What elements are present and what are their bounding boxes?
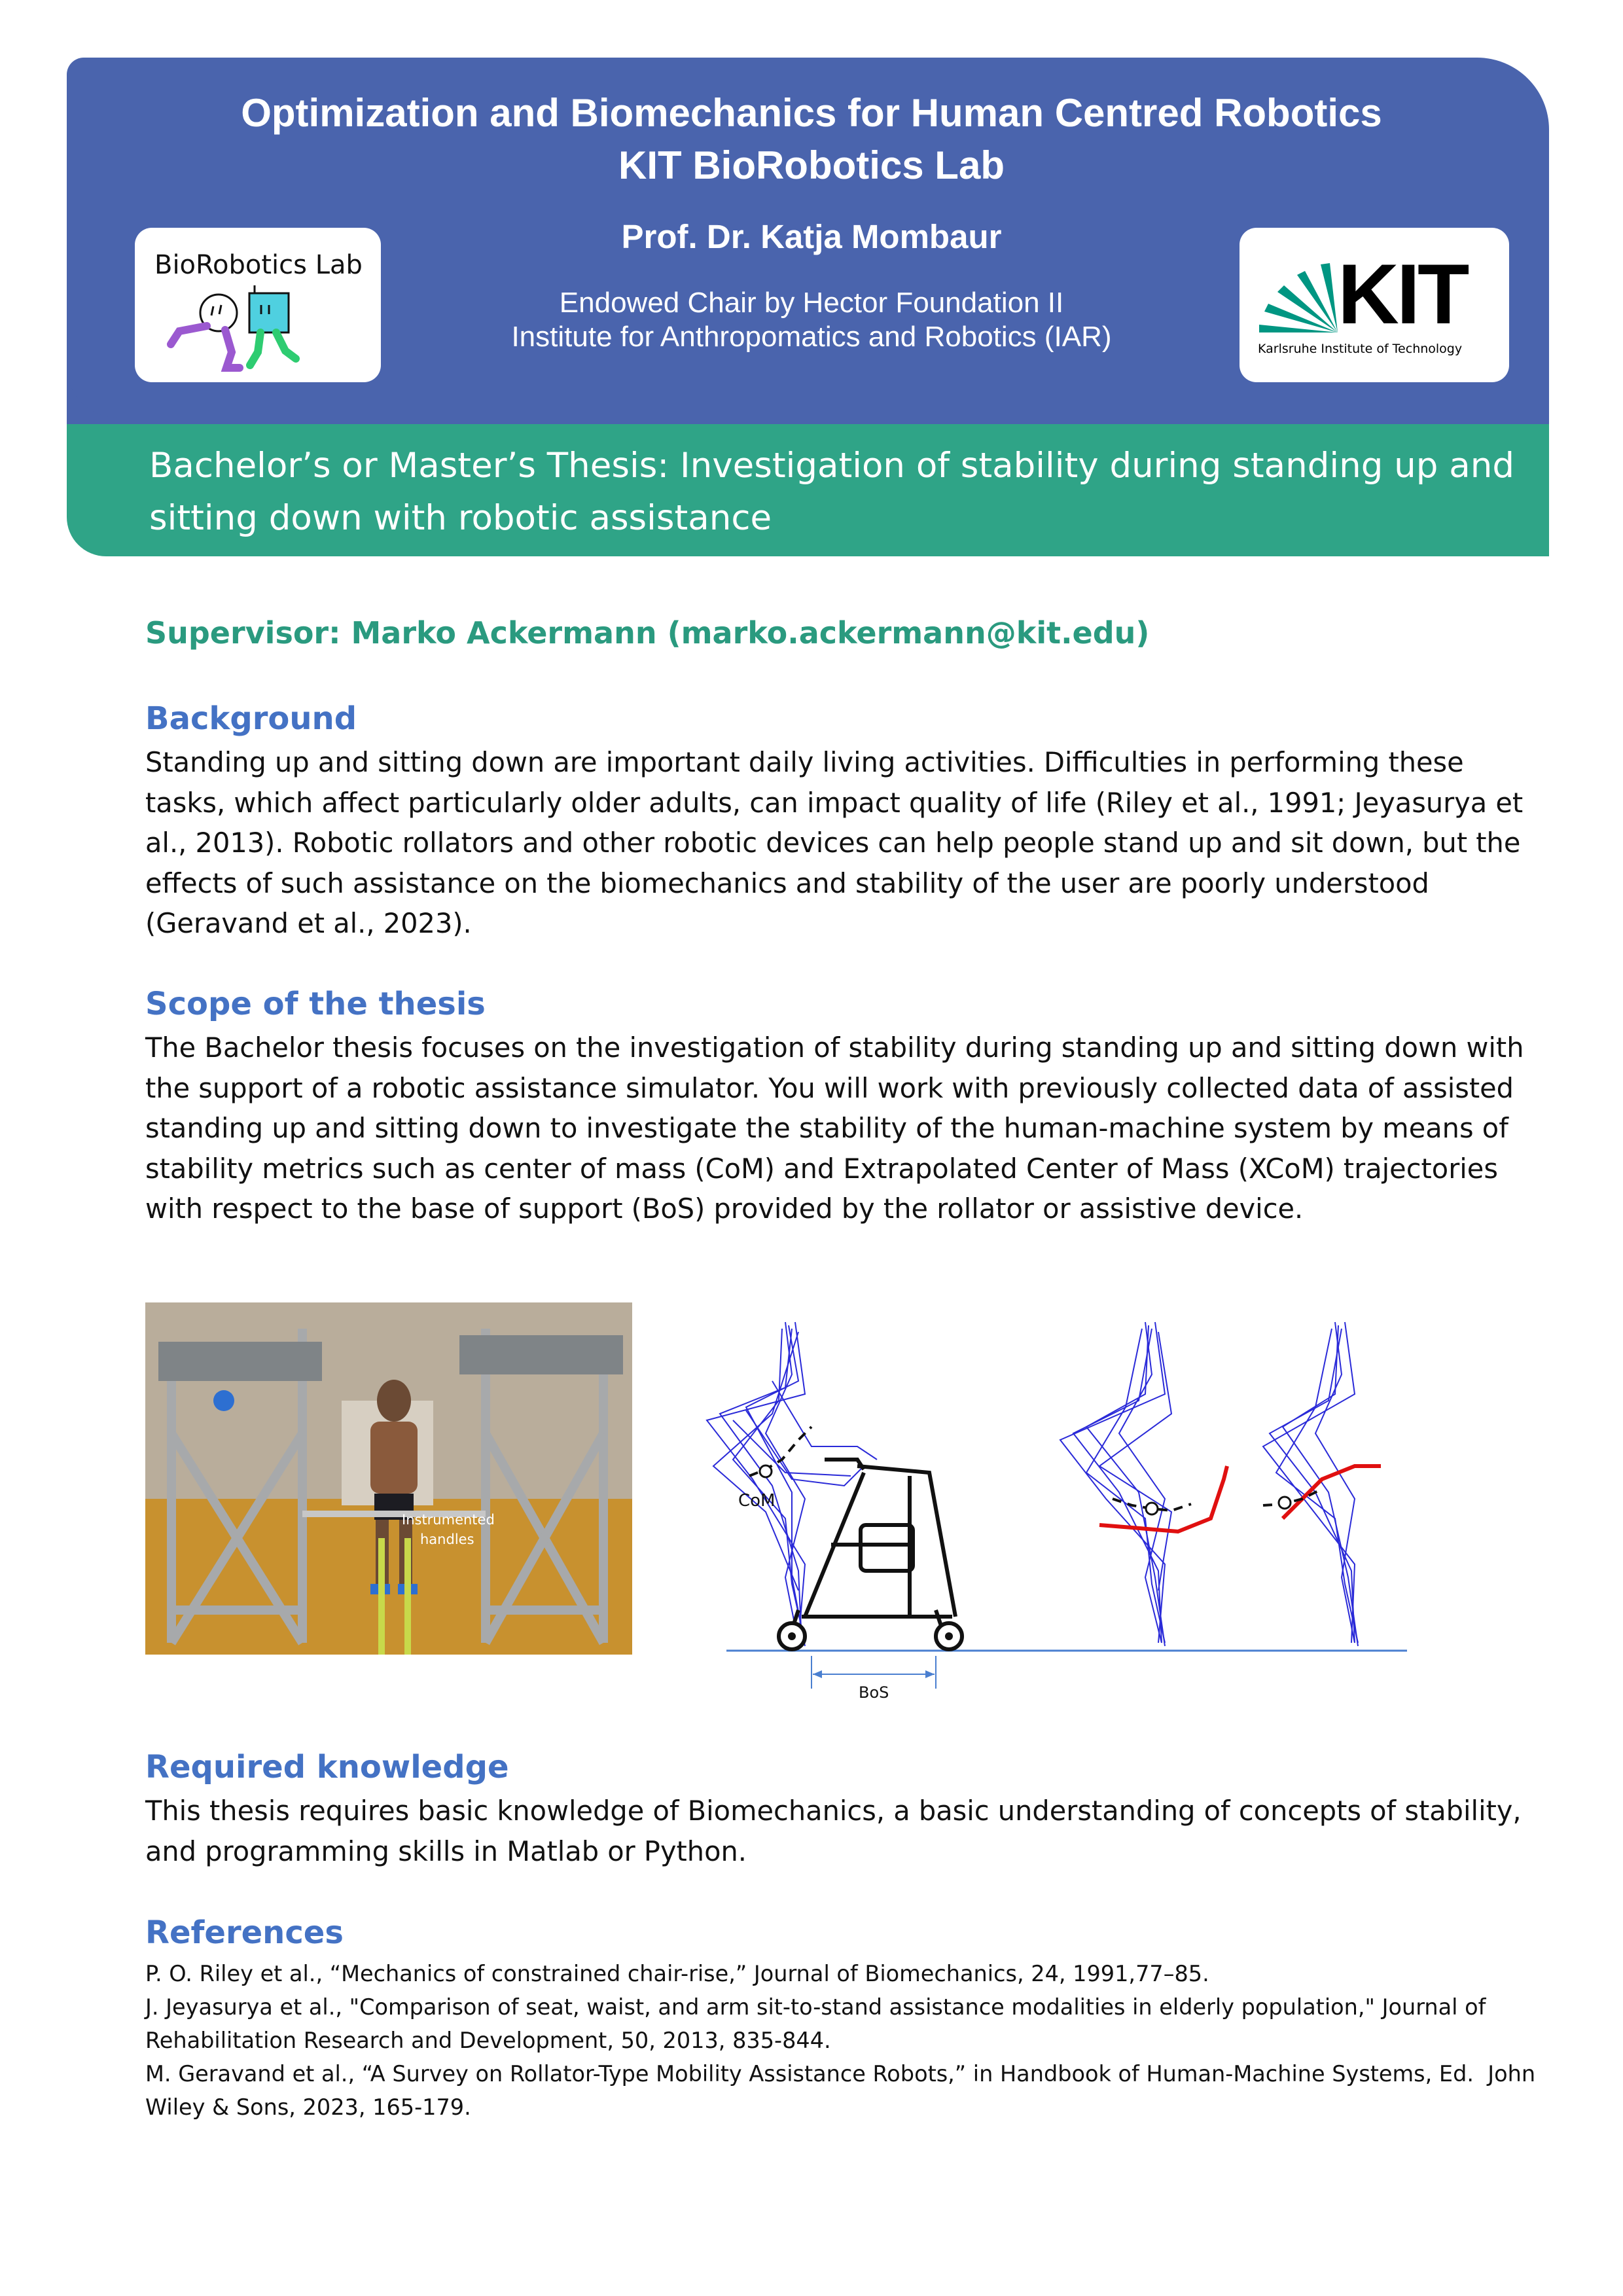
experiment-photo bbox=[145, 1302, 632, 1655]
experiment-photo-illustration bbox=[145, 1302, 632, 1655]
stability-diagram bbox=[694, 1302, 1427, 1702]
knowledge-heading: Required knowledge bbox=[145, 1749, 509, 1785]
references-heading: References bbox=[145, 1914, 344, 1951]
thesis-title: Bachelor’s or Master’s Thesis: Investigation of stability during standing up and sitting down with robotic assistance bbox=[149, 446, 1514, 538]
chair-line1: Endowed Chair by Hector Foundation II bbox=[559, 287, 1064, 319]
photo-label-line2: handles bbox=[420, 1532, 474, 1547]
com-label: CoM bbox=[738, 1491, 776, 1511]
kit-logo-subtext: Karlsruhe Institute of Technology bbox=[1258, 342, 1463, 356]
bos-label: BoS bbox=[859, 1683, 889, 1702]
lab-title-line1: Optimization and Biomechanics for Human Centred Robotics bbox=[241, 91, 1382, 135]
lab-title-line2: KIT BioRobotics Lab bbox=[618, 143, 1005, 187]
supervisor-line: Supervisor: Marko Ackermann (marko.ackermann@kit.edu) bbox=[145, 615, 1150, 651]
photo-label-line1: Instrumented bbox=[402, 1512, 495, 1528]
kit-logo-text: KIT bbox=[1338, 246, 1467, 342]
biorobotics-lab-logo bbox=[135, 228, 381, 382]
reference-item: P. O. Riley et al., “Mechanics of constrained chair-rise,” Journal of Biomechanics, 24, 1991,77–85. bbox=[145, 1961, 1209, 1986]
stick-figure-diagram bbox=[694, 1302, 1427, 1702]
chair-line2: Institute for Anthropomatics and Robotics (IAR) bbox=[511, 321, 1112, 353]
knowledge-text: This thesis requires basic knowledge of Biomechanics, a basic understanding of concepts of stability, and programming skills in Matlab or Python. bbox=[145, 1795, 1522, 1867]
references-list bbox=[145, 1957, 1552, 2124]
reference-item: M. Geravand et al., “A Survey on Rollator-Type Mobility Assistance Robots,” in Handbook of Human-Machine Systems, Ed. John Wiley & Sons, 2023, 165-179. bbox=[145, 2061, 1543, 2120]
biorobotics-logo-text: BioRobotics Lab bbox=[154, 250, 363, 280]
scope-heading: Scope of the thesis bbox=[145, 986, 486, 1022]
kit-logo bbox=[1240, 228, 1509, 382]
background-heading: Background bbox=[145, 700, 357, 737]
scope-text: The Bachelor thesis focuses on the investigation of stability during standing up and sitting down with the support of a robotic assistance simulator. You will work with previously collected data of assisted standing up and sitting down to investigate the stability of the human-machine system by means of stability metrics such as center of mass (CoM) and Extrapolated Center of Mass (XCoM) trajectories with respect to the base of support (BoS) provided by the rollator or assistive device. bbox=[145, 1031, 1524, 1225]
reference-item: J. Jeyasurya et al., "Comparison of seat, waist, and arm sit-to-stand assistance modalities in elderly population," Journal of Rehabilitation Research and Development, 50, 2013, 835-844. bbox=[145, 1994, 1493, 2053]
background-text: Standing up and sitting down are important daily living activities. Difficulties in performing these tasks, which affect particularly older adults, can impact quality of life (Riley et al., 1991; Jeyasurya et al., 2013). Robotic rollators and other robotic devices can help people stand up and sit down, but the effects of such assistance on the biomechanics and stability of the user are poorly understood (Geravand et al., 2023). bbox=[145, 746, 1524, 939]
professor-name: Prof. Dr. Katja Mombaur bbox=[621, 218, 1002, 255]
robot-figures-icon bbox=[135, 228, 381, 382]
